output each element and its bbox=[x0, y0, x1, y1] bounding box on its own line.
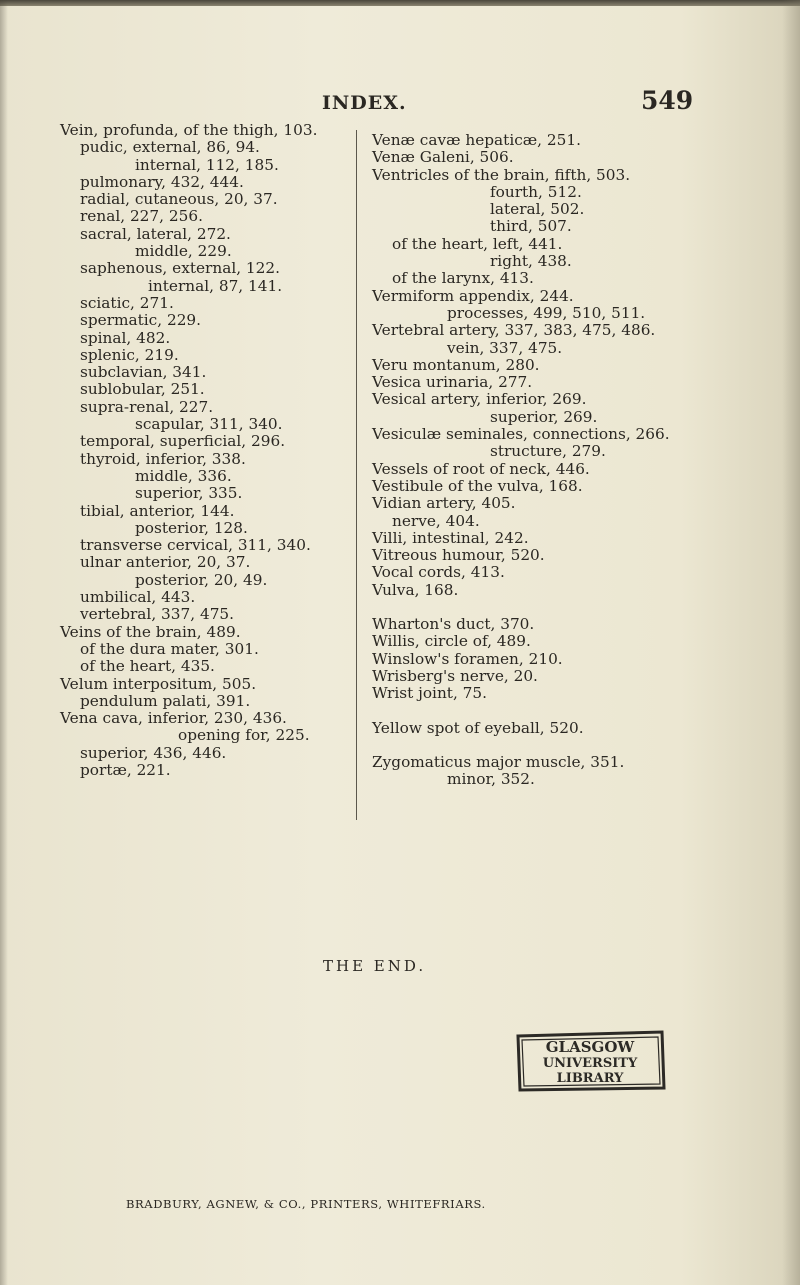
index-entry: internal, 87, 141. bbox=[148, 276, 283, 295]
index-entry: scapular, 311, 340. bbox=[135, 415, 283, 434]
index-entry: Villi, intestinal, 242. bbox=[372, 528, 529, 547]
index-entry: middle, 229. bbox=[135, 242, 232, 261]
index-entry: superior, 436, 446. bbox=[80, 743, 227, 762]
index-entry: posterior, 128. bbox=[135, 518, 248, 537]
index-spacer bbox=[372, 703, 792, 720]
index-entry: radial, cutaneous, 20, 37. bbox=[80, 190, 278, 209]
index-entry: Wrist joint, 75. bbox=[372, 684, 487, 703]
index-entry: Venæ cavæ hepaticæ, 251. bbox=[372, 131, 581, 149]
index-entry: sacral, lateral, 272. bbox=[80, 224, 231, 243]
the-end-text: THE END. bbox=[323, 957, 427, 975]
page-left-shadow bbox=[0, 0, 8, 1285]
index-entry: middle, 336. bbox=[135, 466, 232, 485]
index-entry: of the heart, left, 441. bbox=[392, 234, 563, 253]
index-entry: processes, 499, 510, 511. bbox=[447, 303, 646, 322]
index-entry: Yellow spot of eyeball, 520. bbox=[372, 718, 584, 737]
index-entry: Zygomaticus major muscle, 351. bbox=[372, 752, 625, 771]
index-column-left bbox=[60, 122, 350, 779]
index-entry: ulnar anterior, 20, 37. bbox=[80, 553, 251, 572]
index-entry: spinal, 482. bbox=[80, 328, 171, 347]
page-top-edge bbox=[0, 0, 800, 6]
index-entry: Wrisberg's nerve, 20. bbox=[372, 666, 538, 685]
index-entry: Willis, circle of, 489. bbox=[372, 632, 531, 651]
index-entry: subclavian, 341. bbox=[80, 363, 207, 382]
index-entry: Vulva, 168. bbox=[372, 580, 459, 599]
page-title: INDEX. bbox=[322, 92, 407, 114]
index-entry: superior, 269. bbox=[490, 407, 598, 426]
index-spacer bbox=[372, 737, 792, 754]
column-divider bbox=[356, 130, 357, 820]
index-entry: right, 438. bbox=[490, 252, 572, 271]
index-entry: of the dura mater, 301. bbox=[80, 639, 259, 658]
stamp-line-1: GLASGOW bbox=[545, 1038, 635, 1056]
index-entry: spermatic, 229. bbox=[80, 311, 202, 330]
index-entry: posterior, 20, 49. bbox=[135, 570, 268, 589]
index-entry: Vestibule of the vulva, 168. bbox=[372, 476, 583, 495]
index-entry: transverse cervical, 311, 340. bbox=[80, 536, 311, 555]
index-spacer bbox=[372, 599, 792, 616]
index-entry: Veru montanum, 280. bbox=[372, 355, 540, 374]
index-entry: Wharton's duct, 370. bbox=[372, 615, 535, 634]
library-stamp bbox=[512, 1028, 668, 1094]
index-entry: third, 507. bbox=[490, 217, 572, 236]
index-entry: sciatic, 271. bbox=[80, 293, 174, 312]
index-entry: Vesica urinaria, 277. bbox=[372, 373, 533, 392]
index-entry: renal, 227, 256. bbox=[80, 207, 203, 226]
index-entry: Vein, profunda, of the thigh, 103. bbox=[60, 121, 318, 139]
index-entry: umbilical, 443. bbox=[80, 588, 196, 607]
index-entry: vein, 337, 475. bbox=[447, 338, 563, 357]
index-entry: Vermiform appendix, 244. bbox=[372, 286, 574, 305]
index-entry: lateral, 502. bbox=[490, 200, 585, 219]
printer-imprint: BRADBURY, AGNEW, & CO., PRINTERS, WHITEFRIARS. bbox=[126, 1197, 486, 1211]
index-entry: structure, 279. bbox=[490, 442, 606, 461]
index-entry: Vessels of root of neck, 446. bbox=[372, 459, 590, 478]
index-entry: Vesiculæ seminales, connections, 266. bbox=[372, 425, 670, 444]
index-entry: Vertebral artery, 337, 383, 475, 486. bbox=[372, 321, 656, 340]
index-entry: supra-renal, 227. bbox=[80, 397, 214, 416]
index-entry: Vena cava, inferior, 230, 436. bbox=[60, 709, 287, 728]
index-entry: minor, 352. bbox=[447, 770, 535, 789]
index-entry: tibial, anterior, 144. bbox=[80, 501, 235, 520]
index-entry: of the larynx, 413. bbox=[392, 269, 534, 288]
index-entry: fourth, 512. bbox=[490, 182, 582, 201]
index-entry: internal, 112, 185. bbox=[135, 155, 279, 174]
index-entry: Venæ Galeni, 506. bbox=[372, 148, 514, 167]
index-column-right bbox=[372, 132, 792, 788]
index-entry: Vesical artery, inferior, 269. bbox=[372, 390, 587, 409]
index-entry: pulmonary, 432, 444. bbox=[80, 172, 244, 191]
index-entry: portæ, 221. bbox=[80, 760, 171, 779]
index-entry: vertebral, 337, 475. bbox=[80, 605, 235, 624]
page-number: 549 bbox=[641, 86, 694, 115]
index-entry: Vidian artery, 405. bbox=[372, 494, 516, 513]
index-entry: thyroid, inferior, 338. bbox=[80, 449, 246, 468]
index-entry: Velum interpositum, 505. bbox=[60, 674, 257, 693]
index-entry: splenic, 219. bbox=[80, 345, 179, 364]
stamp-line-2: UNIVERSITY bbox=[542, 1056, 638, 1071]
index-entry: pendulum palati, 391. bbox=[80, 691, 251, 710]
index-entry: Ventricles of the brain, fifth, 503. bbox=[372, 165, 631, 184]
index-entry: Veins of the brain, 489. bbox=[60, 622, 241, 641]
index-entry: Vocal cords, 413. bbox=[372, 563, 505, 582]
index-entry: temporal, superficial, 296. bbox=[80, 432, 286, 451]
index-entry: Vitreous humour, 520. bbox=[372, 546, 545, 565]
index-entry: pudic, external, 86, 94. bbox=[80, 138, 260, 157]
index-entry: superior, 335. bbox=[135, 484, 243, 503]
index-entry: opening for, 225. bbox=[178, 726, 310, 745]
index-entry: saphenous, external, 122. bbox=[80, 259, 280, 278]
index-entry: Winslow's foramen, 210. bbox=[372, 649, 563, 668]
index-entry: of the heart, 435. bbox=[80, 657, 215, 676]
index-entry: nerve, 404. bbox=[392, 511, 480, 530]
stamp-line-3: LIBRARY bbox=[556, 1071, 624, 1086]
index-entry: sublobular, 251. bbox=[80, 380, 205, 399]
